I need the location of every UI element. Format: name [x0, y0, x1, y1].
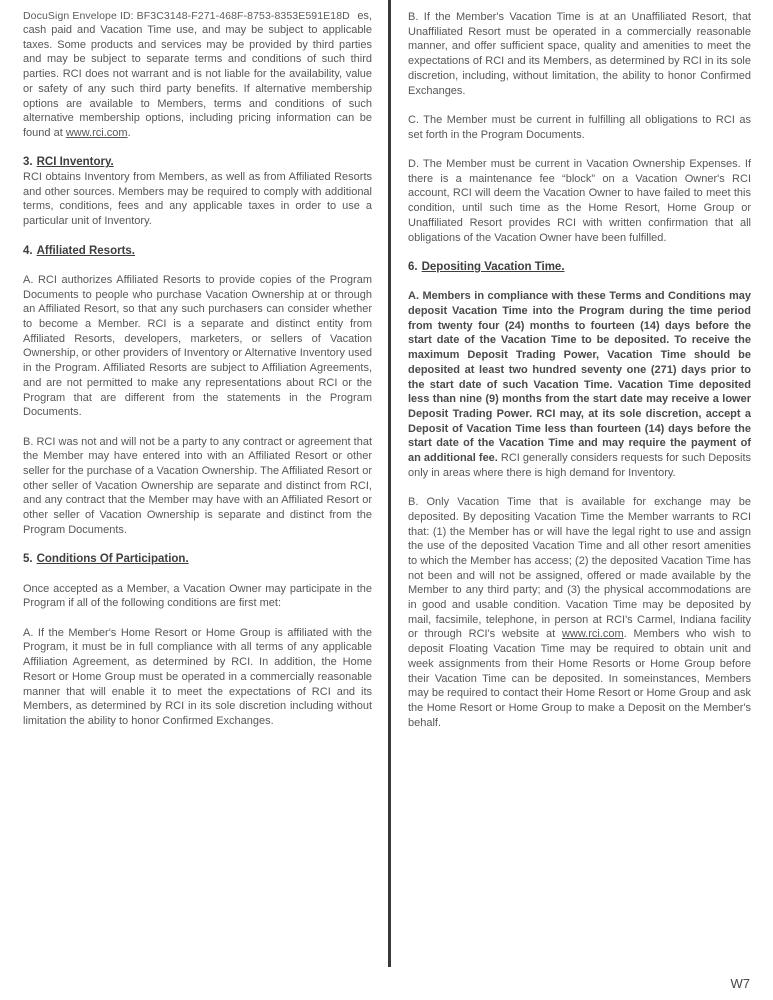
section-6-paragraph-b-text: B. Only Vacation Time that is available for exchange may be deposited. By depositing Vacation Time the Member warrants to RCI that: (1) the Member has or will have the legal right to use and assign the use of the deposited Vacation Time and all other resort amenities to which the Member has access; (2) the deposited Vacation Time has not been and will not be assigned, offered or made available by the Member to any third party; and (3) the physical accommodations are in good and usable condition. Vacation Time may be deposited by mail, facsimile, telephone, in person at RCI's Carmel, Indiana facility or through RCI's website at: [408, 496, 751, 641]
left-column: [23, 10, 372, 729]
section-4-heading: [23, 244, 372, 259]
section-6-paragraph-b-text-after: . Members who wish to deposit Floating Vacation Time may be required to obtain unit and week assignments from their Home Resorts or Home Group before their Vacation Time can be deposited. In someinstances, Members may be required to contact their Home Resort or Home Group and ask the Home Resort or Home Group to make a Deposit on the Member's behalf.: [408, 628, 751, 729]
section-3-title: RCI Inventory.: [36, 156, 114, 169]
section-5-paragraph-c: C. The Member must be current in fulfilling all obligations to RCI as set forth in the Program Documents.: [408, 113, 751, 141]
section-4-number: 4.: [23, 244, 33, 257]
section-6-paragraph-a-regular: RCI generally considers requests for such Deposits only in areas where there is high demand for Inventory.: [408, 452, 751, 479]
section-3-body: RCI obtains Inventory from Members, as well as from Affiliated Resorts and other sources. Members may be required to comply with additional terms, conditions, fees and any applicable taxes in order to use a particular unit of Inventory.: [23, 171, 372, 228]
intro-paragraph: [23, 23, 372, 141]
section-5-heading: [23, 552, 372, 567]
section-5-paragraph-a: A. If the Member's Home Resort or Home Group is affiliated with the Program, it must be in full compliance with all terms of any applicable Affiliation Agreement, as determined by RCI. In addition, the Home Resort or Home Group must be operated in a commercially reasonable manner that will enable it to meet the expectations of RCI and its Members, as determined by RCI in its sole discretion including without limitation the ability to honor Confirmed Exchanges.: [23, 626, 372, 727]
section-5-paragraph-d: D. The Member must be current in Vacation Ownership Expenses. If there is a maintenance fee “block” on a Vacation Owner's RCI account, RCI will deem the Vacation Owner to have failed to meet this condition, until such time as the Home Resort, Home Group or Unaffiliated Resort provides RCI with written confirmation that all obligations of the Vacation Owner have been fulfilled.: [408, 158, 751, 244]
section-3-number: 3.: [23, 156, 33, 169]
rci-website-link[interactable]: www.rci.com: [65, 126, 128, 139]
section-6-paragraph-a: [408, 289, 751, 480]
section-3-heading: [23, 155, 372, 170]
section-4-title: Affiliated Resorts.: [36, 244, 136, 257]
docusign-header-row: [23, 10, 372, 22]
section-5-intro: Once accepted as a Member, a Vacation Owner may participate in the Program if all of the following conditions are first met:: [23, 582, 372, 610]
section-4-paragraph-a: A. RCI authorizes Affiliated Resorts to provide copies of the Program Documents to people who purchase Vacation Ownership at or through an Affiliated Resort, so that any such purchasers can consider whether to become a Member. RCI is a separate and distinct entity from Affiliated Resorts, developers, marketers, or sellers of Vacation Ownership, or other providers of Inventory or Alternative Inventory used in the Program. Affiliated Resorts are subject to Affiliation Agreements, and are not permitted to make any representations about RCI or the Program that are different from the statements in the Program Documents.: [23, 273, 372, 419]
column-divider: [388, 0, 391, 967]
section-4-paragraph-b: B. RCI was not and will not be a party to any contract or agreement that the Member may have entered into with an Affiliated Resort or other seller for the purchase of a Vacation Ownership. The Affiliated Resort or other seller of Vacation Ownership are separate and distinct from RCI, and any contract that the Member may have with an Affiliated Resort or other seller of Vacation Ownership is separate and distinct from the Program Documents.: [23, 435, 372, 536]
section-5-title: Conditions Of Participation.: [36, 553, 189, 566]
intro-paragraph-period: .: [127, 126, 131, 139]
section-6-title: Depositing Vacation Time.: [421, 260, 565, 273]
section-6-paragraph-a-bold: A. Members in compliance with these Terms and Conditions may deposit Vacation Time into the Program during the time period from twenty four (24) months to fourteen (14) days before the start date of the Vacation Time to be deposited. To receive the maximum Deposit Trading Power, Vacation Time should be deposited at least two hundred seventy one (271) days prior to the start date of such Vacation Time. Vacation Time deposited less than nine (9) months from the start date may receive a lower Deposit Trading Power. RCI may, at its sole discretion, accept a Deposit of Vacation Time less than fourteen (14) days before the start date of the Vacation Time and may require the payment of an additional fee.: [408, 290, 751, 465]
docusign-envelope-id: DocuSign Envelope ID: BF3C3148-F271-468F-8753-8353E591E18D: [23, 10, 350, 22]
right-column: [408, 10, 751, 730]
intro-paragraph-text: cash paid and Vacation Time use, and may be subject to applicable taxes. Some products and services may be provided by third parties and may be subject to separate terms and conditions of such third parties. RCI does not warrant and is not liable for the availability, value or safety of any such third party benefits. If alternative membership options are available to Members, terms and conditions of such alternative membership options, including pricing information can be found at: [23, 24, 372, 139]
page-number: W7: [730, 976, 750, 991]
section-6-heading: [408, 260, 751, 275]
section-6-number: 6.: [408, 260, 418, 273]
section-6-paragraph-b: [408, 495, 751, 730]
continuation-text-fragment: es,: [357, 10, 372, 22]
section-5-paragraph-b: B. If the Member's Vacation Time is at an Unaffiliated Resort, that Unaffiliated Resort must be operated in a commercially reasonable manner, and offer sufficient space, quality and amenities to meet the expectations of RCI and its Members, as determined by RCI in its sole discretion, including, without limitation, the ability to honor Confirmed Exchanges.: [408, 11, 751, 97]
rci-website-link-2[interactable]: www.rci.com: [561, 628, 624, 641]
section-5-number: 5.: [23, 553, 33, 566]
